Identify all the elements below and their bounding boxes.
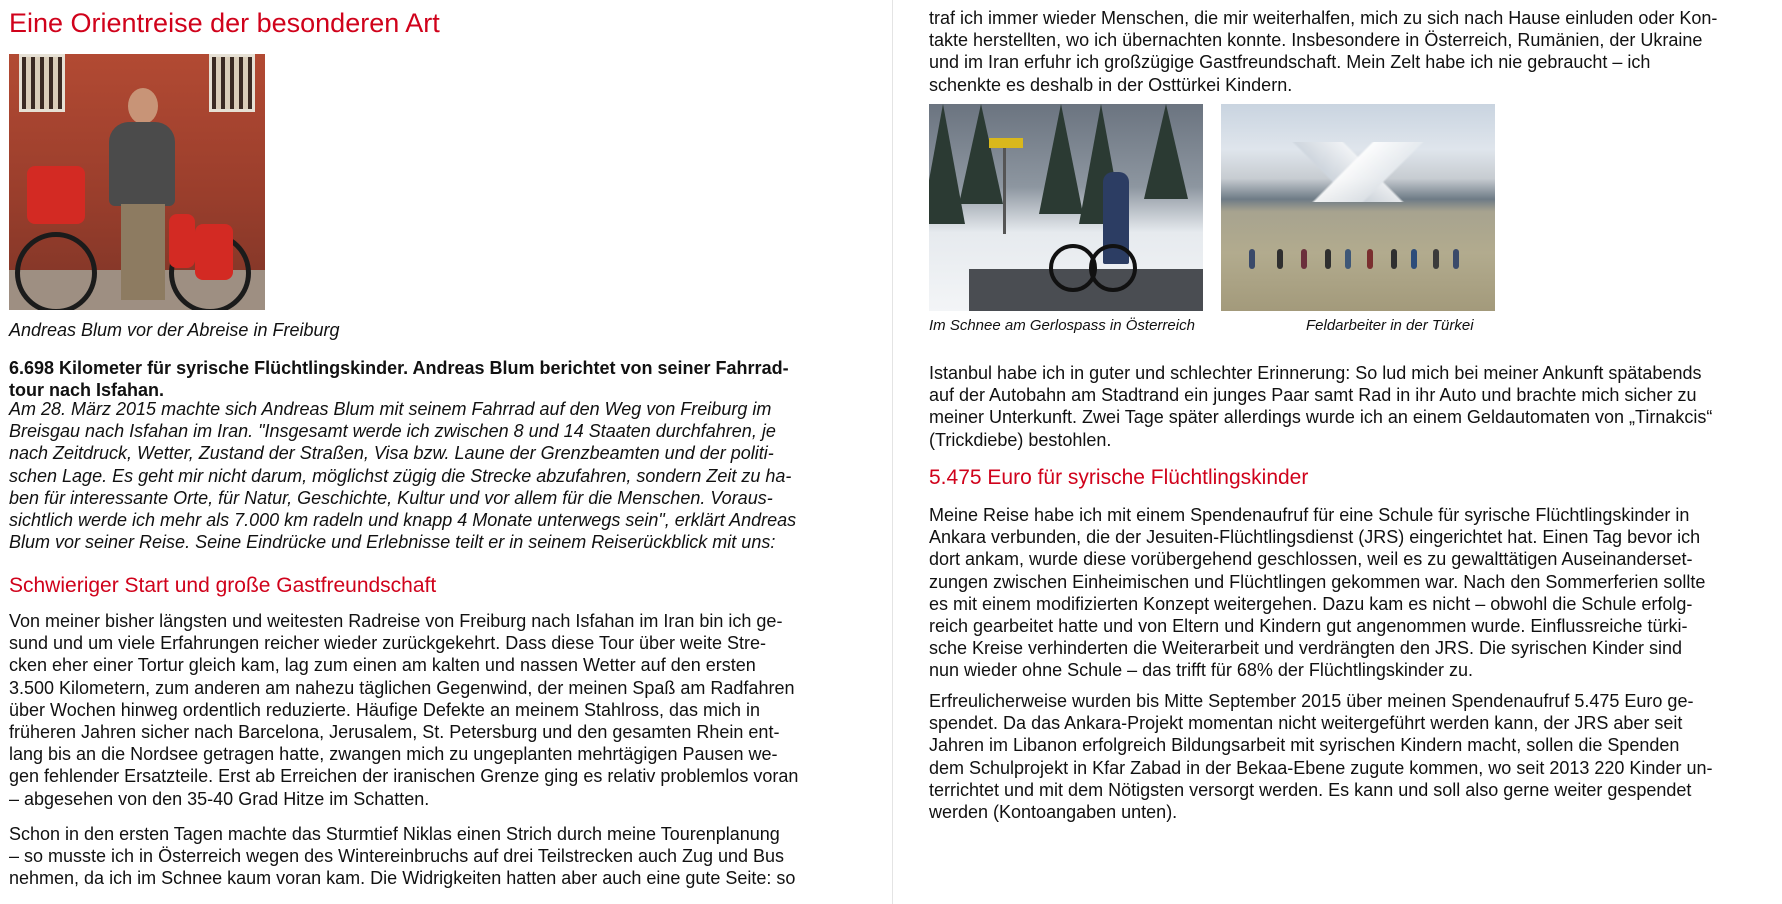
lead-text: 6.698 Kilometer für syrische Flüchtlingskinder. Andreas Blum berichtet von seiner Fahrrad- tour nach Isfahan. bbox=[9, 358, 789, 401]
photo-andreas-blum-bicycle bbox=[9, 54, 265, 310]
column-divider bbox=[892, 0, 893, 904]
section-heading-difficult-start: Schwieriger Start und große Gastfreundschaft bbox=[9, 574, 437, 597]
section2-paragraph-1: Meine Reise habe ich mit einem Spendenaufruf für eine Schule für syrische Flüchtlingskinder in Ankara verbunden, die der Jesuiten-Flüchtlingsdienst (JRS) eingerichtet hat. Einen Tag bevor ich dort ankam, wurde diese vorübergehend geschlossen, weil es zu gewalttätigen Auseinanderset- zungen zwischen Einheimischen und Flüchtlingen gekommen war. Nach den Sommerferien sollte es mit einem modifizierten Konzept weitergehen. Dazu kam es nicht – obwohl die Schule erfolg- reich gearbeitet hatte und von Eltern und Kindern gut angenommen wurde. Einflussreiche türki- sche Kreise verhinderten die Weiterarbeit und verdrängten den JRS. Die syrischen Kinder sind nun wieder ohne Schule – das trifft für 68% der Flüchtlingskinder zu. bbox=[929, 505, 1706, 681]
photo-caption: Andreas Blum vor der Abreise in Freiburg bbox=[9, 320, 340, 340]
article-title: Eine Orientreise der besonderen Art bbox=[9, 8, 440, 38]
intro-paragraph: Am 28. März 2015 machte sich Andreas Blum mit seinem Fahrrad auf den Weg von Freiburg im Breisgau nach Isfahan im Iran. "Insgesamt werde ich zwischen 8 und 14 Staaten durchfahren, je nach Zeitdruck, Wetter, Zustand der Straßen, Visa bzw. Laune der Grenzbeamten und der politi- schen Lage. Es geht mir nicht darum, möglichst zügig die Strecke abzufahren, sondern Zeit zu ha- ben für interessante Orte, für Natur, Geschichte, Kultur und vor allem für die Menschen. Voraus- sichtlich werde ich mehr als 7.000 km radeln und knapp 4 Monate unterwegs sein", erklärt Andreas Blum vor seiner Reise. Seine Eindrücke und Erlebnisse teilt er in seinem Reiserückblick mit uns: bbox=[9, 399, 797, 553]
continued-paragraph: traf ich immer wieder Menschen, die mir weiterhalfen, mich zu sich nach Hause einluden oder Kon- takte herstellten, wo ich übernachten konnte. Insbesondere in Österreich, Rumänien, der Ukraine und im Iran erfuhr ich großzügige Gastfreundschaft. Mein Zelt habe ich nie gebraucht – ich schenkte es deshalb in der Osttürkei Kindern. bbox=[929, 8, 1718, 95]
photo-snow-gerlospass bbox=[929, 104, 1203, 311]
caption-snow: Im Schnee am Gerlospass in Österreich bbox=[929, 317, 1195, 334]
section-heading-donations: 5.475 Euro für syrische Flüchtlingskinder bbox=[929, 466, 1309, 489]
section1-paragraph-2: Schon in den ersten Tagen machte das Sturmtief Niklas einen Strich durch meine Tourenplanung – so musste ich in Österreich wegen des Wintereinbruchs auf drei Teilstrecken auch Zug und Bus nehmen, da ich im Schnee kaum voran kam. Die Widrigkeiten hatten aber auch eine gute Seite: so bbox=[9, 824, 796, 889]
section2-paragraph-2: Erfreulicherweise wurden bis Mitte September 2015 über meinen Spendenaufruf 5.475 Euro ge- spendet. Da das Ankara-Projekt momentan nicht weitergeführt werden kann, der JRS aber seit Jahren im Libanon erfolgreich Bildungsarbeit mit syrischen Kindern macht, sollen die Spenden dem Schulprojekt in Kfar Zabad in der Bekaa-Ebene zugute kommen, wo seit 2013 220 Kinder un- terrichtet und mit dem Nötigsten versorgt werden. Es kann und soll also gerne weiter gespendet werden (Kontoangaben unten). bbox=[929, 691, 1713, 823]
caption-field: Feldarbeiter in der Türkei bbox=[1306, 317, 1474, 334]
istanbul-paragraph: Istanbul habe ich in guter und schlechter Erinnerung: So lud mich bei meiner Ankunft spätabends auf der Autobahn am Stadtrand ein junges Paar samt Rad in ihr Auto und brachte mich sicher zu meiner Unterkunft. Zwei Tage später allerdings wurde ich an einem Geldautomaten von „Tirnakcis“ (Trickdiebe) bestohlen. bbox=[929, 363, 1713, 450]
section1-paragraph-1: Von meiner bisher längsten und weitesten Radreise von Freiburg nach Isfahan im Iran bin ich ge- sund und um viele Erfahrungen reicher wieder zurückgekehrt. Dass diese Tour über weite Stre- cken eher einer Tortur gleich kam, lag zum einen am kalten und nassen Wetter auf den ersten 3.500 Kilometern, zum anderen am nahezu täglichen Gegenwind, der meinen Spaß am Radfahren über Wochen hinweg ordentlich reduzierte. Häufige Defekte an meinem Stahlross, das mich in früheren Jahren sicher nach Barcelona, Jerusalem, St. Petersburg und den gesamten Rhein ent- lang bis an die Nordsee getragen hatte, zwangen mich zu ungeplanten mehrtägigen Pausen we- gen fehlender Ersatzteile. Erst ab Erreichen der iranischen Grenze ging es relativ problemlos voran – abgesehen von den 35-40 Grad Hitze im Schatten. bbox=[9, 611, 799, 809]
photo-field-workers-turkey bbox=[1221, 104, 1495, 311]
